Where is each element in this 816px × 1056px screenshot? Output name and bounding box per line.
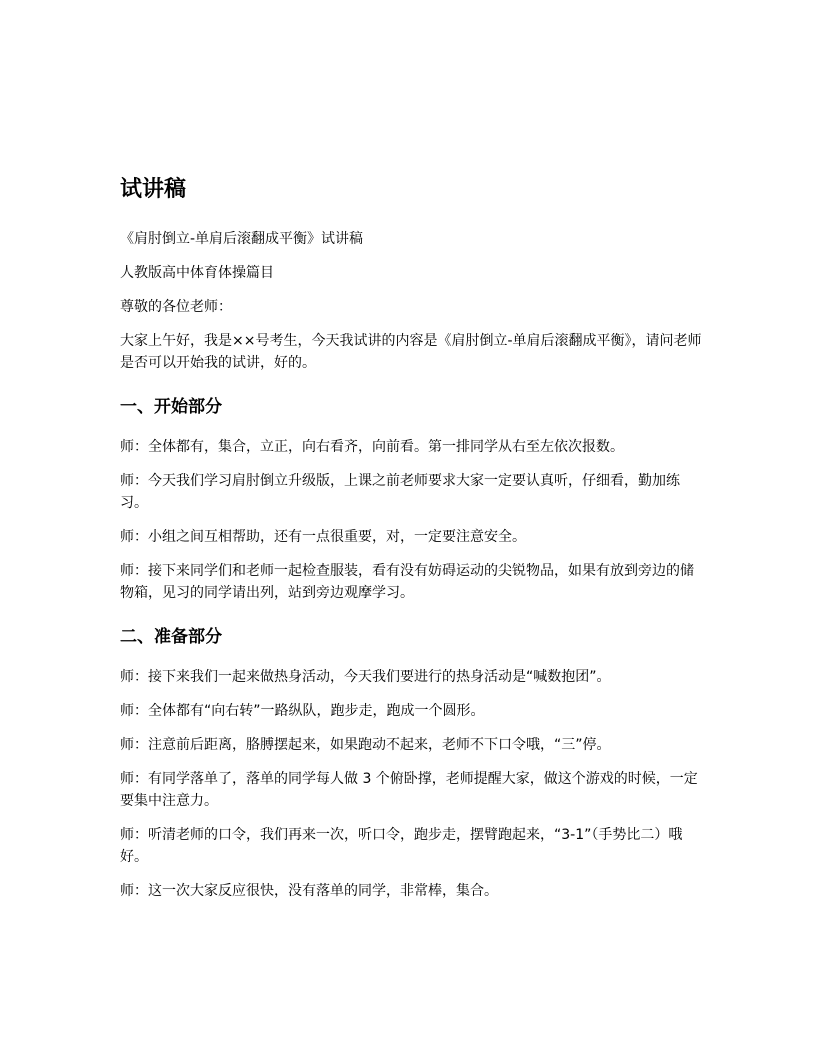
paragraph: 师：这一次大家反应很快，没有落单的同学，非常棒，集合。 <box>120 883 498 899</box>
section-heading-start: 一、开始部分 <box>120 397 222 417</box>
textbook-info: 人教版高中体育体操篇目 <box>120 265 274 281</box>
section-heading-prep: 二、准备部分 <box>120 627 222 647</box>
document-title: 试讲稿 <box>120 177 187 202</box>
paragraph: 师：接下来同学们和老师一起检查服装，看有没有妨碍运动的尖锐物品，如果有放到旁边的储物箱，见习的同学请出列，站到旁边观摩学习。 <box>120 563 694 601</box>
lesson-title: 《肩肘倒立-单肩后滚翻成平衡》试讲稿 <box>120 231 364 247</box>
paragraph: 师：全体都有，集合，立正，向右看齐，向前看。第一排同学从右至左依次报数。 <box>120 439 624 455</box>
paragraph: 师：有同学落单了，落单的同学每人做 3 个俯卧撑，老师提醒大家，做这个游戏的时候，一定要集中注意力。 <box>120 771 698 809</box>
paragraph: 师：小组之间互相帮助，还有一点很重要，对，一定要注意安全。 <box>120 529 526 545</box>
paragraph: 师：全体都有“向右转”一路纵队，跑步走，跑成一个圆形。 <box>120 703 485 719</box>
paragraph: 师：注意前后距离，胳膊摆起来，如果跑动不起来，老师不下口令哦，“三”停。 <box>120 737 611 753</box>
document-page <box>120 174 706 914</box>
opening-remarks: 大家上午好，我是××号考生，今天我试讲的内容是《肩肘倒立-单肩后滚翻成平衡》，请问老师是否可以开始我的试讲，好的。 <box>120 333 702 371</box>
paragraph: 师：今天我们学习肩肘倒立升级版，上课之前老师要求大家一定要认真听，仔细看，勤加练习。 <box>120 473 680 511</box>
greeting: 尊敬的各位老师： <box>120 299 232 315</box>
paragraph: 师：接下来我们一起来做热身活动，今天我们要进行的热身活动是“喊数抱团”。 <box>120 669 611 685</box>
paragraph: 师：听清老师的口令，我们再来一次，听口令，跑步走，摆臂跑起来，“3-1”（手势比二）哦好。 <box>120 827 683 865</box>
